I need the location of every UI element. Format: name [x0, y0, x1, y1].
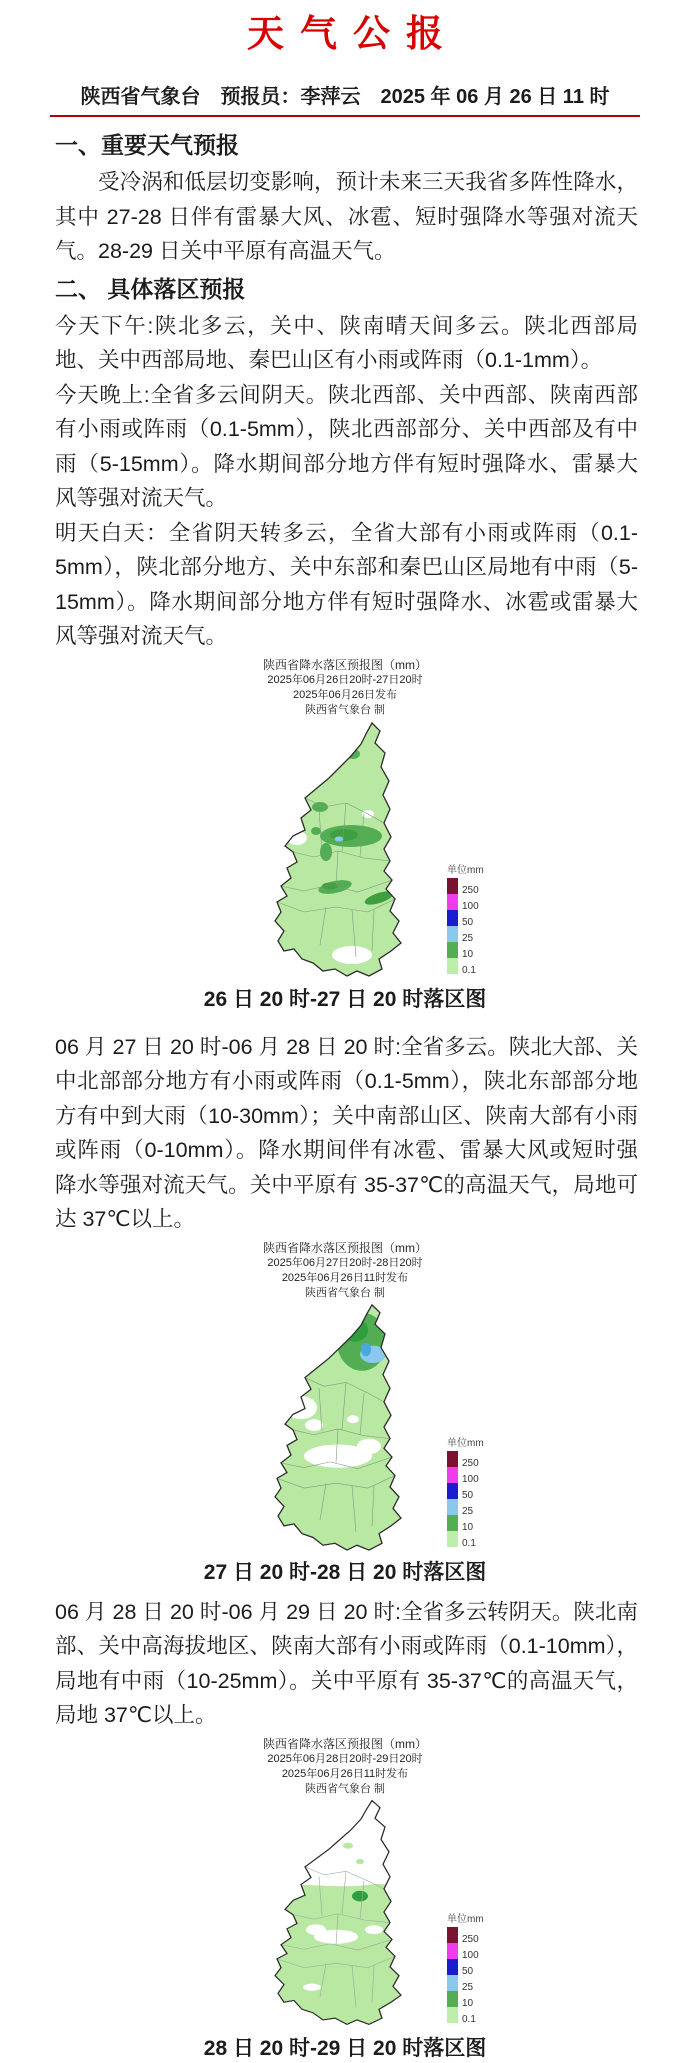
- legend-value-label: 10: [462, 1997, 474, 2009]
- issue-datetime: 2025 年 06 月 26 日 11 时: [380, 86, 610, 108]
- jun28-29-paragraph: 06 月 28 日 20 时-06 月 29 日 20 时:全省多云转阴天。陕北南部、关中高海拔地区、陕南大部有小雨或阵雨（0.1-10mm），局地有中雨（10-25mm）。关中平原有 35-37℃的高温天气，局地 37℃以上。: [55, 1599, 638, 1727]
- precip-map-figure-2: [0, 1241, 690, 1587]
- legend-level-50: [447, 1483, 519, 1499]
- map1-title: 陕西省降水落区预报图（mm）: [263, 657, 427, 672]
- legend-level-25: [447, 926, 519, 942]
- legend-level-0.1: [447, 1531, 519, 1547]
- legend-value-label: 25: [462, 932, 474, 944]
- map1-caption: 26 日 20 时-27 日 20 时落区图: [203, 987, 487, 1011]
- legend-value-label: 25: [462, 1505, 474, 1517]
- legend-level-0.1: [447, 2007, 519, 2023]
- page-title: 天气公报: [247, 13, 459, 54]
- legend-color-swatch: [447, 926, 458, 942]
- legend-level-10: [447, 1515, 519, 1531]
- precip-legend-1: [447, 861, 519, 974]
- forecaster-name: 预报员：李萍云: [220, 86, 361, 108]
- map1-header: [0, 658, 690, 718]
- legend-color-swatch: [447, 894, 458, 910]
- legend-level-10: [447, 1991, 519, 2007]
- legend-color-swatch: [447, 878, 458, 894]
- legend-value-label: 10: [462, 1521, 474, 1533]
- legend-level-25: [447, 1499, 519, 1515]
- legend-value-label: 50: [462, 1965, 474, 1977]
- map3-header: [0, 1737, 690, 1797]
- legend-level-0.1: [447, 958, 519, 974]
- legend-value-label: 10: [462, 948, 474, 960]
- important-weather-paragraph: 受冷涡和低层切变影响，预计未来三天我省多阵性降水，其中 27-28 日伴有雷暴大风、冰雹、短时强降水等强对流天气。28-29 日关中平原有高温天气。: [55, 170, 638, 263]
- map1-credit: 陕西省气象台 制: [304, 703, 386, 716]
- legend-unit-label: 单位mm: [447, 1913, 484, 1925]
- today-afternoon-paragraph: 今天下午:陕北多云，关中、陕南晴天间多云。陕北西部局地、关中西部局地、秦巴山区有小雨或阵雨（0.1-1mm）。: [55, 313, 638, 372]
- section2-heading: 二、 具体落区预报: [55, 275, 246, 302]
- legend-level-50: [447, 1959, 519, 1975]
- legend-value-label: 250: [462, 1933, 479, 1945]
- weather-bulletin-page: [0, 8, 690, 2060]
- jun27-28-paragraph: 06 月 27 日 20 时-06 月 28 日 20 时:全省多云。陕北大部、关中北部部分地方有小雨或阵雨（0.1-5mm），陕北东部部分地方有中到大雨（10-30mm）；关中南部山区、陕南大部有小雨或阵雨（0-10mm）。降水期间伴有冰雹、雷暴大风或短时强降水等强对流天气。关中平原有 35-37℃的高温天气，局地可达 37℃以上。: [55, 1034, 638, 1231]
- precip-map-figure-3: [0, 1737, 690, 2063]
- legend-color-swatch: [447, 958, 458, 974]
- legend-value-label: 100: [462, 1949, 479, 1961]
- map1-issued: 2025年06月26日发布: [293, 688, 397, 701]
- legend-color-swatch: [447, 1927, 458, 1943]
- legend-value-label: 50: [462, 916, 474, 928]
- shaanxi-precip-map-1: [256, 718, 426, 980]
- map3-issued: 2025年06月26日11时发布: [281, 1767, 409, 1780]
- legend-color-swatch: [447, 1959, 458, 1975]
- legend-value-label: 0.1: [462, 2013, 476, 2025]
- legend-level-50: [447, 910, 519, 926]
- legend-color-swatch: [447, 1515, 458, 1531]
- legend-unit-label: 单位mm: [447, 1437, 484, 1449]
- legend-color-swatch: [447, 2007, 458, 2023]
- legend-unit-label: 单位mm: [447, 864, 484, 876]
- map3-caption: 28 日 20 时-29 日 20 时落区图: [203, 2036, 487, 2060]
- map2-issued: 2025年06月26日11时发布: [281, 1271, 409, 1284]
- legend-value-label: 0.1: [462, 1537, 476, 1549]
- section1-heading: 一、重要天气预报: [55, 132, 239, 158]
- tonight-paragraph: 今天晚上:全省多云间阴天。陕北西部、关中西部、陕南西部有小雨或阵雨（0.1-5mm），陕北西部部分、关中西部及有中雨（5-15mm）。降水期间部分地方伴有短时强降水、雷暴大风等强对流天气。: [55, 382, 638, 510]
- map1-period: 2025年06月26日20时-27日20时: [267, 673, 423, 686]
- legend-color-swatch: [447, 1451, 458, 1467]
- precip-legend-2: [447, 1434, 519, 1547]
- legend-value-label: 0.1: [462, 964, 476, 976]
- map2-period: 2025年06月27日20时-28日20时: [267, 1256, 423, 1269]
- legend-color-swatch: [447, 1991, 458, 2007]
- legend-value-label: 100: [462, 1473, 479, 1485]
- legend-color-swatch: [447, 1483, 458, 1499]
- legend-value-label: 25: [462, 1981, 474, 1993]
- station-name: 陕西省气象台: [80, 86, 201, 108]
- precip-legend-3: [447, 1910, 519, 2023]
- legend-color-swatch: [447, 1531, 458, 1547]
- precip-map-figure-1: [0, 658, 690, 1014]
- map2-credit: 陕西省气象台 制: [304, 1286, 386, 1299]
- legend-value-label: 100: [462, 900, 479, 912]
- legend-level-100: [447, 1467, 519, 1483]
- legend-color-swatch: [447, 1499, 458, 1515]
- legend-level-250: [447, 878, 519, 894]
- map3-title: 陕西省降水落区预报图（mm）: [263, 1736, 427, 1751]
- tomorrow-daytime-paragraph: 明天白天：全省阴天转多云，全省大部有小雨或阵雨（0.1-5mm），陕北部分地方、关中东部和秦巴山区局地有中雨（5-15mm）。降水期间部分地方伴有短时强降水、冰雹或雷暴大风等强对流天气。: [55, 520, 638, 648]
- legend-value-label: 250: [462, 884, 479, 896]
- legend-level-100: [447, 894, 519, 910]
- map2-header: [0, 1241, 690, 1301]
- shaanxi-precip-map-2: [256, 1301, 426, 1553]
- legend-color-swatch: [447, 910, 458, 926]
- bulletin-subtitle: [50, 84, 640, 117]
- map3-credit: 陕西省气象台 制: [304, 1782, 386, 1795]
- map3-period: 2025年06月28日20时-29日20时: [267, 1752, 423, 1765]
- legend-level-100: [447, 1943, 519, 1959]
- map2-title: 陕西省降水落区预报图（mm）: [263, 1240, 427, 1255]
- legend-color-swatch: [447, 1467, 458, 1483]
- legend-color-swatch: [447, 1943, 458, 1959]
- legend-level-250: [447, 1451, 519, 1467]
- legend-value-label: 50: [462, 1489, 474, 1501]
- legend-color-swatch: [447, 942, 458, 958]
- shaanxi-precip-map-3: [256, 1797, 426, 2027]
- legend-value-label: 250: [462, 1457, 479, 1469]
- map2-caption: 27 日 20 时-28 日 20 时落区图: [203, 1560, 487, 1584]
- legend-color-swatch: [447, 1975, 458, 1991]
- legend-level-250: [447, 1927, 519, 1943]
- legend-level-25: [447, 1975, 519, 1991]
- legend-level-10: [447, 942, 519, 958]
